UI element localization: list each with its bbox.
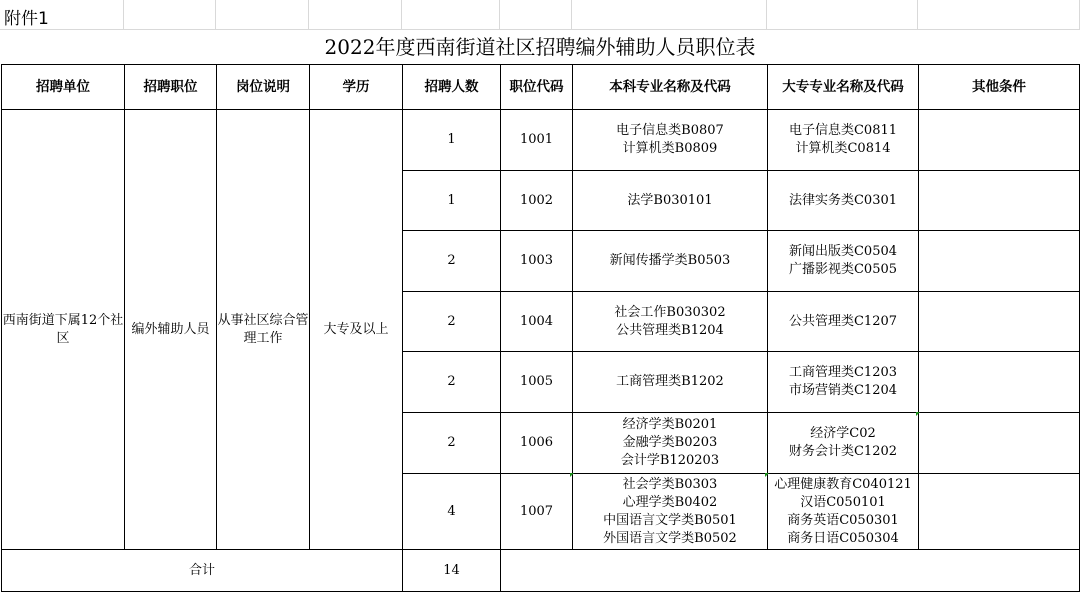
code-cell[interactable]: 1005 (501, 352, 573, 413)
header-description[interactable]: 岗位说明 (217, 65, 310, 110)
position-cell[interactable]: 编外辅助人员 (125, 110, 217, 550)
other-cell[interactable] (919, 413, 1080, 474)
comment-marker (765, 473, 769, 477)
college-cell[interactable] (768, 292, 919, 352)
college-major: 公共管理类C1207 (788, 313, 898, 329)
grid-cell[interactable] (402, 0, 500, 30)
count-cell[interactable]: 2 (403, 352, 501, 413)
table-title: 2022年度西南街道社区招聘编外辅助人员职位表 (324, 35, 756, 59)
header-college[interactable]: 大专专业名称及代码 (768, 65, 919, 110)
bachelor-cell[interactable] (573, 352, 768, 413)
description-cell[interactable]: 从事社区综合管理工作 (217, 110, 310, 550)
other-cell[interactable] (919, 231, 1080, 292)
table-body (2, 110, 1080, 550)
college-major: 法律实务类C0301 (788, 192, 898, 208)
other-cell[interactable] (919, 292, 1080, 352)
header-row (2, 65, 1080, 110)
bachelor-cell[interactable] (573, 292, 768, 352)
bachelor-major: 金融学类B0203 (622, 435, 718, 450)
header-unit[interactable]: 招聘单位 (2, 65, 125, 110)
bachelor-major: 计算机类B0809 (622, 141, 718, 156)
bachelor-major: 社会学类B0303 (622, 476, 718, 492)
bachelor-major: 心理学类B0402 (622, 494, 718, 510)
code-cell[interactable]: 1003 (501, 231, 573, 292)
college-cell[interactable] (768, 474, 919, 550)
positions-table (1, 64, 1080, 592)
bachelor-major: 公共管理类B1204 (616, 322, 724, 338)
bachelor-cell[interactable] (573, 110, 768, 171)
count-cell[interactable]: 4 (403, 474, 501, 550)
college-major: 市场营销类C1204 (788, 383, 898, 398)
college-cell[interactable] (768, 171, 919, 231)
table-row (2, 110, 1080, 171)
header-code[interactable]: 职位代码 (501, 65, 573, 110)
header-position[interactable]: 招聘职位 (125, 65, 217, 110)
bachelor-cell[interactable] (573, 171, 768, 231)
comment-marker (570, 473, 574, 477)
bachelor-major: 工商管理类B1202 (616, 374, 724, 389)
grid-cell[interactable] (572, 0, 767, 30)
top-grid-row (0, 0, 1080, 30)
code-cell[interactable]: 1006 (501, 413, 573, 474)
code-cell[interactable]: 1002 (501, 171, 573, 231)
header-education[interactable]: 学历 (310, 65, 403, 110)
college-major: 广播影视类C0505 (788, 262, 898, 277)
grid-cell[interactable] (767, 0, 918, 30)
total-count[interactable]: 14 (403, 550, 501, 592)
total-row (2, 550, 1080, 592)
bachelor-cell[interactable] (573, 413, 768, 474)
other-cell[interactable] (919, 171, 1080, 231)
other-cell[interactable] (919, 110, 1080, 171)
count-cell[interactable]: 2 (403, 231, 501, 292)
count-cell[interactable]: 1 (403, 171, 501, 231)
bachelor-major: 经济学类B0201 (622, 417, 718, 432)
count-cell[interactable]: 2 (403, 413, 501, 474)
comment-marker (916, 412, 920, 416)
college-major: 计算机类C0814 (795, 141, 891, 156)
total-label[interactable]: 合计 (2, 550, 403, 592)
college-cell[interactable] (768, 413, 919, 474)
code-cell[interactable]: 1004 (501, 292, 573, 352)
attachment-label: 附件1 (4, 9, 49, 29)
header-other[interactable]: 其他条件 (919, 65, 1080, 110)
education-cell[interactable]: 大专及以上 (310, 110, 403, 550)
code-cell[interactable]: 1007 (501, 474, 573, 550)
grid-cell[interactable] (500, 0, 572, 30)
college-major: 心理健康教育C040121 (774, 476, 912, 492)
bachelor-major: 法学B030101 (627, 192, 713, 208)
count-cell[interactable]: 1 (403, 110, 501, 171)
total-empty[interactable] (501, 550, 1080, 592)
college-major: 商务日语C050304 (787, 530, 899, 546)
grid-cell[interactable] (309, 0, 402, 30)
bachelor-major: 中国语言文学类B0501 (603, 512, 737, 528)
grid-cell[interactable] (124, 0, 216, 30)
college-major: 汉语C050101 (800, 494, 886, 510)
count-cell[interactable]: 2 (403, 292, 501, 352)
college-major: 经济学C02 (810, 426, 876, 441)
bachelor-cell[interactable] (573, 474, 768, 550)
college-major: 商务英语C050301 (787, 512, 899, 528)
college-major: 新闻出版类C0504 (788, 244, 898, 259)
bachelor-major: 会计学B120203 (620, 453, 720, 468)
college-major: 电子信息类C0811 (788, 123, 898, 138)
other-cell[interactable] (919, 352, 1080, 413)
grid-cell[interactable] (216, 0, 309, 30)
bachelor-major: 新闻传播学类B0503 (609, 253, 731, 268)
code-cell[interactable]: 1001 (501, 110, 573, 171)
college-cell[interactable] (768, 110, 919, 171)
bachelor-major: 社会工作B030302 (614, 304, 726, 320)
header-bachelor[interactable]: 本科专业名称及代码 (573, 65, 768, 110)
unit-cell[interactable]: 西南街道下属12个社区 (2, 110, 125, 550)
college-cell[interactable] (768, 231, 919, 292)
college-major: 工商管理类C1203 (788, 365, 898, 380)
college-cell[interactable] (768, 352, 919, 413)
grid-cell[interactable] (918, 0, 1080, 30)
bachelor-major: 电子信息类B0807 (616, 123, 724, 138)
bachelor-cell[interactable] (573, 231, 768, 292)
college-major: 财务会计类C1202 (788, 444, 898, 459)
header-count[interactable]: 招聘人数 (403, 65, 501, 110)
other-cell[interactable] (919, 474, 1080, 550)
bachelor-major: 外国语言文学类B0502 (603, 530, 737, 546)
